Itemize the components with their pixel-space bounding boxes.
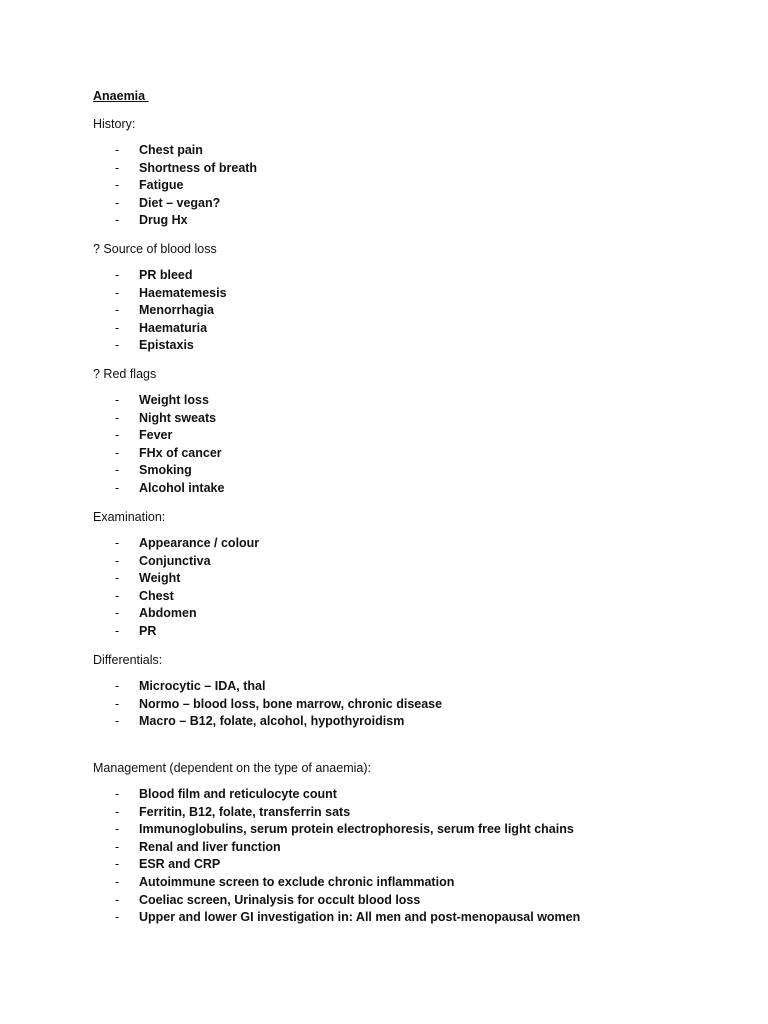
list-item-text: Immunoglobulins, serum protein electrophoresis, serum free light chains: [139, 822, 574, 837]
list-item-text: FHx of cancer: [139, 445, 222, 460]
list-item-text: Shortness of breath: [139, 160, 258, 175]
bullet-dash: -: [115, 143, 120, 157]
section-heading-management: Management (dependent on the type of anaemia):: [93, 761, 371, 775]
bullet-dash: -: [115, 892, 120, 907]
list-item-text: Weight loss: [139, 393, 209, 407]
list-item-text: Haematemesis: [139, 285, 227, 300]
bullet-dash: -: [115, 195, 120, 210]
list-item-text: Upper and lower GI investigation in: All men and post-menopausal women: [139, 910, 581, 925]
bullet-dash: -: [115, 696, 120, 711]
bullet-dash: -: [115, 445, 120, 460]
list-item-text: Haematuria: [139, 320, 208, 335]
bullet-dash: -: [115, 839, 120, 854]
section-heading-red-flags: ? Red flags: [93, 367, 157, 381]
section-heading-blood-loss: ? Source of blood loss: [93, 242, 217, 256]
bullet-dash: -: [115, 536, 120, 550]
bullet-dash: -: [115, 857, 120, 872]
list-item-text: Chest pain: [139, 143, 203, 157]
bullet-dash: -: [115, 606, 120, 621]
list-item-text: ESR and CRP: [139, 857, 221, 872]
list-item-text: Diet – vegan?: [139, 195, 221, 210]
bullet-dash: -: [115, 679, 120, 693]
bullet-dash: -: [115, 428, 120, 443]
bullet-dash: -: [115, 910, 120, 925]
bullet-dash: -: [115, 571, 120, 586]
document-title: Anaemia: [93, 89, 149, 103]
list-item-text: Abdomen: [139, 606, 197, 621]
section-heading-examination: Examination:: [93, 510, 166, 524]
list-item-text: Drug Hx: [139, 213, 188, 228]
bullet-dash: -: [115, 338, 120, 353]
list-item-text: Weight: [139, 571, 181, 586]
bullet-dash: -: [115, 553, 120, 568]
section-heading-history: History:: [93, 117, 136, 131]
bullet-dash: -: [115, 213, 120, 228]
list-item-text: Conjunctiva: [139, 553, 211, 568]
list-item-text: Ferritin, B12, folate, transferrin sats: [139, 804, 351, 819]
bullet-dash: -: [115, 714, 120, 729]
bullet-dash: -: [115, 623, 120, 638]
list-item-text: Menorrhagia: [139, 303, 215, 318]
list-item-text: Microcytic – IDA, thal: [139, 679, 266, 693]
list-item-text: Normo – blood loss, bone marrow, chronic disease: [139, 696, 443, 711]
bullet-dash: -: [115, 160, 120, 175]
list-item-text: Renal and liver function: [139, 839, 281, 854]
list-item-text: Fatigue: [139, 178, 184, 193]
list-item-text: Fever: [139, 428, 173, 443]
bullet-dash: -: [115, 804, 120, 819]
bullet-dash: -: [115, 285, 120, 300]
list-item-text: PR bleed: [139, 268, 193, 282]
list-item-text: Chest: [139, 588, 174, 603]
bullet-dash: -: [115, 874, 120, 889]
bullet-dash: -: [115, 787, 120, 801]
list-item-text: Coeliac screen, Urinalysis for occult blood loss: [139, 892, 421, 907]
list-item-text: Macro – B12, folate, alcohol, hypothyroidism: [139, 714, 405, 729]
list-item-text: Appearance / colour: [139, 536, 260, 550]
bullet-dash: -: [115, 822, 120, 837]
bullet-dash: -: [115, 268, 120, 282]
bullet-dash: -: [115, 178, 120, 193]
list-item-text: Night sweats: [139, 410, 217, 425]
bullet-dash: -: [115, 303, 120, 318]
bullet-dash: -: [115, 410, 120, 425]
list-item-text: PR: [139, 623, 157, 638]
bullet-dash: -: [115, 393, 120, 407]
list-item-text: Blood film and reticulocyte count: [139, 787, 337, 801]
list-item-text: Autoimmune screen to exclude chronic inflammation: [139, 874, 455, 889]
bullet-dash: -: [115, 320, 120, 335]
list-item-text: Alcohol intake: [139, 480, 225, 495]
bullet-dash: -: [115, 588, 120, 603]
bullet-dash: -: [115, 463, 120, 478]
section-heading-differentials: Differentials:: [93, 653, 163, 667]
list-item-text: Smoking: [139, 463, 192, 478]
list-item-text: Epistaxis: [139, 338, 194, 353]
bullet-dash: -: [115, 480, 120, 495]
